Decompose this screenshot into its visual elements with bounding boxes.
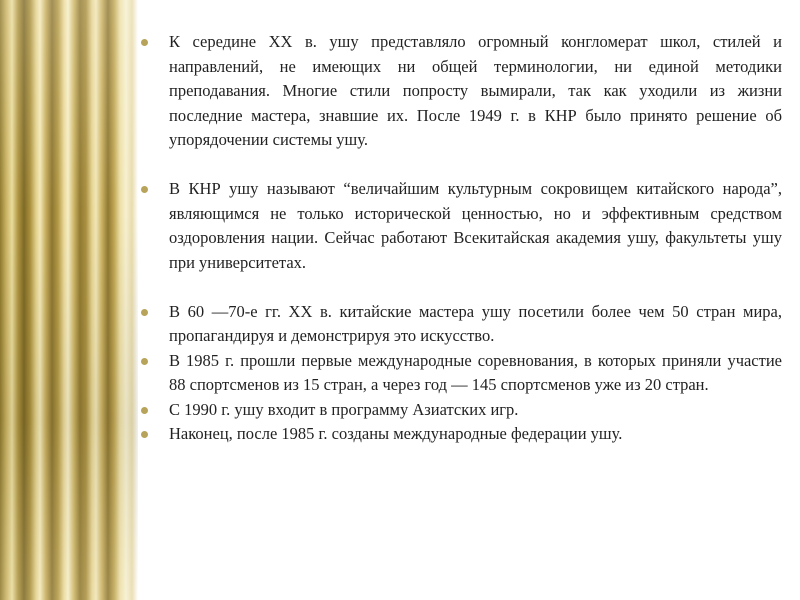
bullet-text: В 60 —70-е гг. XX в. китайские мастера ушу посетили более чем 50 стран мира, пропагандируя и демонстрируя это искусство. <box>169 301 782 345</box>
bullet-list <box>138 30 782 447</box>
list-item <box>138 422 782 447</box>
list-item <box>138 30 782 153</box>
list-item <box>138 300 782 349</box>
bullet-icon <box>141 39 148 46</box>
bullet-icon <box>141 407 148 414</box>
bullet-text: К середине ХХ в. ушу представляло огромный конгломерат школ, стилей и направлений, не имеющих ни общей терминологии, ни единой методики преподавания. Многие стили попросту вымирали, так как уходили из жизни последние мастера, знавшие их. После 1949 г. в КНР было принято решение об упорядочении системы ушу. <box>169 32 782 149</box>
bullet-text: В КНР ушу называют “величайшим культурным сокровищем китайского народа”, являющимся не только исторической ценностью, но и эффективным средством оздоровления нации. Сейчас работают Всекитайская академия ушу, факультеты ушу при университетах. <box>169 179 782 272</box>
bullet-text: Наконец, после 1985 г. созданы международные федерации ушу. <box>169 424 623 443</box>
bullet-icon <box>141 431 148 438</box>
slide-content <box>138 30 782 447</box>
gold-curtain-decoration <box>0 0 138 600</box>
bullet-text: С 1990 г. ушу входит в программу Азиатских игр. <box>169 399 519 419</box>
bullet-icon <box>141 309 148 316</box>
bullet-icon <box>141 358 148 365</box>
bullet-text: В 1985 г. прошли первые международные соревнования, в которых приняли участие 88 спортсменов из 15 стран, а через год — 145 спортсменов уже из 20 стран. <box>169 350 782 394</box>
list-item <box>138 349 782 398</box>
list-item <box>138 177 782 275</box>
bullet-icon <box>141 186 148 193</box>
list-item <box>138 398 782 423</box>
